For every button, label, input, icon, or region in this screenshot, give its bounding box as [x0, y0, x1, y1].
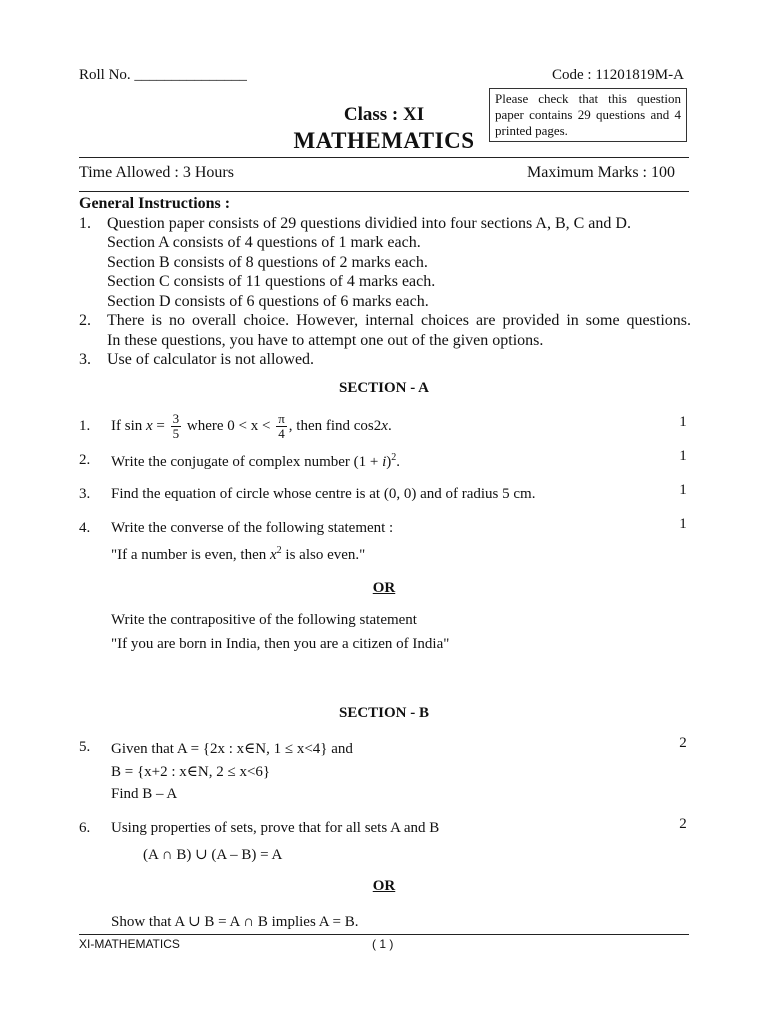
q4-alt-line1: Write the contrapositive of the following statement	[111, 612, 417, 628]
fraction-pi-over-four: $\frac{\pi}{4}$	[278, 411, 285, 442]
q5-number: 5.	[79, 739, 91, 755]
q4-alt-line2: "If you are born in India, then you are a citizen of India"	[111, 636, 450, 652]
page-number: ( 1 )	[372, 937, 394, 951]
maximum-marks: Maximum Marks : 100	[527, 164, 675, 181]
instruction-line: Section D consists of 6 questions of 6 marks each.	[107, 292, 429, 310]
q5-marks: 2	[679, 735, 687, 751]
instruction-item: 3. Use of calculator is not allowed.	[79, 351, 315, 368]
q5-line3: Find B – A	[111, 786, 178, 802]
q4-marks: 1	[679, 516, 687, 532]
q3-number: 3.	[79, 486, 91, 502]
footer-subject: XI-MATHEMATICS	[79, 937, 180, 951]
or-label: OR	[372, 878, 396, 894]
section-b-title: SECTION - B	[338, 705, 430, 721]
instruction-line: Section C consists of 11 questions of 4 marks each.	[107, 273, 436, 290]
instruction-item: 2. There is no overall choice. However, internal choices are provided in some questions.	[79, 312, 691, 329]
q6-number: 6.	[79, 820, 91, 836]
fraction-three-fifths: $\frac{3}{5}$	[172, 411, 180, 442]
q2-marks: 1	[679, 448, 687, 464]
q5-line1: Given that A = {2x : x∈N, 1 ≤ x<4} and	[111, 741, 353, 757]
header-rule-bottom	[79, 191, 689, 192]
time-allowed: Time Allowed : 3 Hours	[79, 164, 234, 181]
paper-code: Code : 11201819M-A	[552, 67, 684, 83]
q2-text: Write the conjugate of complex number $(1 + i)^2$.	[111, 452, 401, 470]
instruction-line: Question paper consists of 29 questions dividied into four sections A, B, C and D.	[107, 214, 631, 232]
q1-marks: 1	[679, 414, 687, 430]
q4-line1: Write the converse of the following statement :	[111, 520, 394, 536]
subject-title: MATHEMATICS	[293, 128, 475, 153]
section-a-title: SECTION - A	[338, 380, 430, 396]
instructions-title: General Instructions :	[79, 195, 231, 212]
general-instructions	[79, 194, 691, 370]
q4-line2: "If a number is even, then $x^2$ is also even."	[111, 545, 366, 563]
instruction-line: Section A consists of 4 questions of 1 mark each.	[107, 234, 421, 251]
instruction-line: Section B consists of 8 questions of 2 marks each.	[107, 253, 428, 271]
roll-no-label: Roll No. _______________	[79, 67, 247, 83]
footer-rule	[79, 934, 689, 935]
header-rule-top	[79, 157, 689, 158]
instruction-line: Use of calculator is not allowed.	[107, 351, 315, 368]
instruction-line: In these questions, you have to attempt one out of the given options.	[107, 331, 544, 349]
q2-number: 2.	[79, 452, 91, 468]
q5-line2: B = {x+2 : x∈N, 2 ≤ x<6}	[111, 764, 271, 780]
q4-number: 4.	[79, 520, 91, 536]
instruction-line: There is no overall choice. However, internal choices are provided in some questions.	[107, 312, 691, 329]
q3-marks: 1	[679, 482, 687, 498]
q1-text: If sin x = $\frac{3}{5}$ where 0 < x < $\frac{\pi}{4}$ , then find cos2x.	[111, 411, 392, 442]
check-note-box: Please check that this question paper contains 29 questions and 4 printed pages.	[489, 88, 687, 142]
q6-line2: (A ∩ B) ∪ (A – B) = A	[143, 847, 283, 863]
instruction-item: 1. Question paper consists of 29 questions dividied into four sections A, B, C and D.	[79, 214, 631, 232]
q6-marks: 2	[679, 816, 687, 832]
q6-alt-text: Show that A ∪ B = A ∩ B implies A = B.	[111, 914, 359, 930]
or-label: OR	[372, 580, 396, 596]
q1-number: 1.	[79, 418, 91, 434]
class-label: Class : XI	[343, 104, 425, 125]
q3-text: Find the equation of circle whose centre is at (0, 0) and of radius 5 cm.	[111, 486, 536, 502]
q6-line1: Using properties of sets, prove that for all sets A and B	[111, 820, 440, 836]
